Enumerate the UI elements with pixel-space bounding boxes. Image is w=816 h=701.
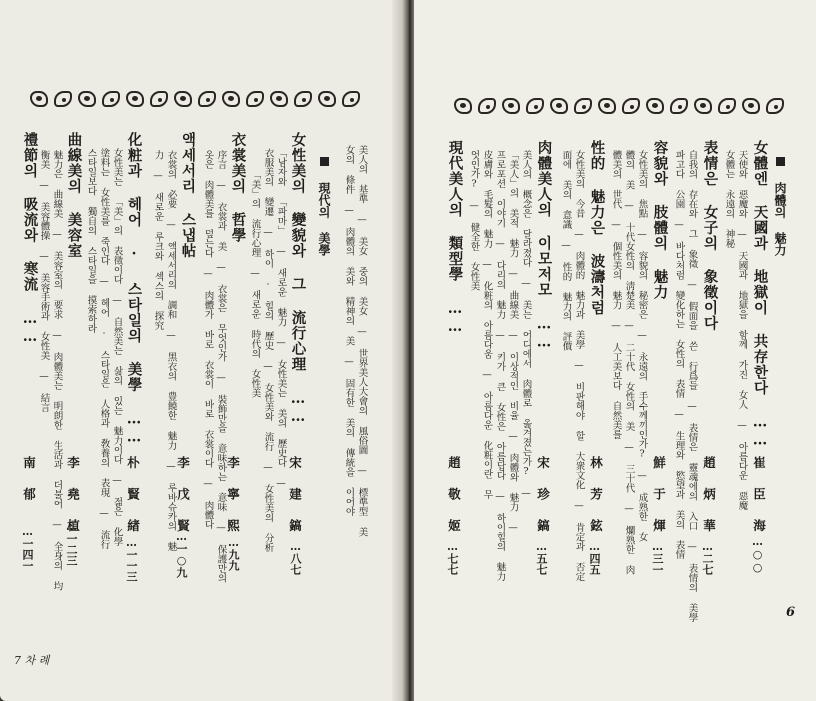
- section-heading: 現代의 美學: [318, 155, 330, 256]
- toc-entry-page: …三一: [651, 540, 664, 575]
- ornament-icon: [30, 91, 48, 107]
- ornament-icon: [598, 98, 616, 114]
- toc-entry-desc: 美人의 基準 — 美女 중의 美女 — 世界美人大會의 風俗圖 — 標準型 美: [356, 145, 368, 537]
- toc-entry-title[interactable]: 表情은 女子의 象徵이다: [701, 140, 719, 331]
- toc-entry-desc: 塗料는 女性美를 죽인다 — 헤어 · 스타일은 人格과 敎養의 表現 — 流行: [98, 148, 110, 549]
- toc-entry-desc: 「美人」의 美적 魅力 — 曲線美 — 이상적인 비율 — 肉體와 魅力 —: [507, 150, 519, 534]
- toc-entry-title[interactable]: 衣裳美의 哲學: [229, 132, 247, 243]
- section-square-icon: [776, 157, 785, 166]
- ornament-icon: [694, 98, 712, 114]
- toc-entry-title[interactable]: 性的 魅力은 波濤처럼: [588, 140, 606, 316]
- toc-entry-page: …一○九: [175, 530, 188, 578]
- ornament-icon: [478, 98, 496, 114]
- toc-entry-desc: 女體는 永遠의 神秘: [723, 150, 735, 248]
- ornament-icon: [766, 98, 784, 114]
- toc-entry-title[interactable]: 容貌와 肢體의 魅力: [651, 140, 669, 300]
- toc-entry-desc: 美人의 概念은 달라졌다 — 美는 어디에서 肉體로 옮겨졌는가? —: [520, 150, 532, 499]
- toc-entry-desc: 엇인가? — 健全한 女性美: [468, 150, 480, 291]
- toc-entry-desc: 天使와 惡魔와 — 天國과 地獄을 함께 가진 女人 — 아름다운 惡魔: [736, 150, 748, 510]
- toc-entry-author: 宋 建 鎬: [287, 456, 303, 534]
- ornament-icon: [342, 91, 360, 107]
- toc-entry-title[interactable]: 女性美의 變貌와 그 流行心理 ……: [289, 132, 307, 426]
- toc-entry-author: 李 堯 植: [65, 456, 81, 534]
- ornament-icon: [526, 98, 544, 114]
- toc-entry-desc: 力 — 새로운 루크와 섹스의 探究: [152, 150, 164, 330]
- toc-entry-title[interactable]: 曲線美의 美容室: [65, 132, 83, 259]
- ornament-icon: [174, 91, 192, 107]
- toc-entry-desc: 自我의 存在와 그 象徵 — 假面을 쓴 行爲들 — 表情은 靈魂에의 入口 — 表情의 美學: [686, 150, 698, 622]
- toc-entry-page: …一一三: [125, 536, 138, 582]
- toc-entry-author: 鮮 于 煇: [651, 456, 667, 534]
- toc-entry-desc: 스타일보다 獨自의 스타일을 摸索하라: [85, 148, 97, 333]
- toc-entry-desc: 體美의 世代 — 個性美의 魅力 — 人工美보다 自然美를: [610, 150, 622, 439]
- toc-entry-page: …一四一: [21, 525, 34, 571]
- ornament-icon: [670, 98, 688, 114]
- left-page: [0, 0, 402, 701]
- ornament-icon: [222, 91, 240, 107]
- toc-entry-title[interactable]: 肉體美人의 이모저모 ……: [535, 140, 553, 352]
- ornament-icon: [574, 98, 592, 114]
- toc-entry-title[interactable]: 化粧과 헤어 · 스타일의 美學 ……: [125, 132, 143, 447]
- toc-entry-desc: 女의 條件 — 肉體의 美와 精神의 美 — 固有한 美의 傳統을 이어야: [343, 145, 355, 516]
- toc-entry-desc: 衣裳의 必要 — 액세서리의 調和 — 黑衣의 豊饒한 魅力 — 루바슈카의 魅: [165, 150, 177, 551]
- toc-entry-author: 趙 炳 華: [701, 456, 717, 534]
- toc-entry-author: 李 寧 熙: [225, 456, 241, 534]
- toc-entry-page: …五七: [535, 540, 548, 575]
- toc-entry-desc: 面에 美의 意識 — 性的 魅力의 評價: [560, 150, 572, 351]
- toc-entry-desc: 女性美는 「美」의 表徵이다 — 自然美는 삶의 있는 魅力이다 — 젊은 化學: [111, 148, 123, 546]
- toc-entry-desc: 파고다 公園 — 바다처럼 變化하는 女性의 表情 — 生理와 慾望과 美의 表情: [673, 150, 685, 559]
- ornament-icon: [646, 98, 664, 114]
- toc-entry-author: 趙 敬 姬: [446, 456, 462, 534]
- toc-entry-desc: 「美」의 流行心理 — 새로운 時代의 女性美: [249, 170, 261, 398]
- toc-entry-desc: 體의 美 — 十代女性의 淸楚美 — 二十代 女性의 美 — 三十代 — 爛熟한 肉: [623, 150, 635, 575]
- ornament-icon: [742, 98, 760, 114]
- toc-entry-desc: 女性美의 今昔 — 肉體的 魅力과 美學 — 비판해야 할 大衆文化 — 肯定과 否定: [573, 150, 585, 581]
- section-square-icon: [320, 157, 329, 166]
- toc-entry-author: 崔 臣 海: [751, 456, 767, 534]
- toc-entry-desc: 衣服美의 變遷 — 하이 · 힐의 歷史 — 女性美와 流行 — 女性美의 分析: [262, 148, 274, 552]
- toc-entry-page: …八七: [289, 540, 302, 575]
- toc-entry-desc: 皮膚와 毛髮의 魅力 — 化粧의 아름다움 — 아름다운 化粧이란 무: [481, 150, 493, 499]
- toc-entry-author: 南 郁: [21, 456, 37, 502]
- toc-entry-page: …七七: [446, 540, 459, 575]
- page-footer: 7 차 례: [14, 654, 50, 667]
- toc-entry-desc: 序言 — 衣裳과 美 — 衣裳은 무엇인가 — 裝飾만을 意味하는 意味 — 保護만의: [215, 150, 227, 583]
- toc-entry-page: …二七: [701, 540, 714, 575]
- ornament-icon: [102, 91, 120, 107]
- toc-entry-desc: 옷은 肉體美를 덮는다 — 肉體가 바로 衣裳이 바로 衣裳이다 — 肉體다: [202, 150, 214, 529]
- toc-entry-page: …○○: [751, 535, 764, 574]
- ornament-icon: [198, 91, 216, 107]
- section-heading: 肉體의 魅力: [774, 155, 786, 256]
- ornament-border-left: [30, 91, 360, 107]
- toc-entry-desc: 「남자와 「파마」 — 새로운 魅力 — 女性美는 美의 歷史다 —: [275, 148, 287, 489]
- ornament-icon: [454, 98, 472, 114]
- ornament-icon: [150, 91, 168, 107]
- toc-entry-author: 宋 珍 鎬: [535, 456, 551, 534]
- ornament-icon: [246, 91, 264, 107]
- right-page: [414, 0, 816, 701]
- ornament-icon: [78, 91, 96, 107]
- ornament-icon: [502, 98, 520, 114]
- toc-entry-title[interactable]: 女體엔 天國과 地獄이 共存한다 ……: [751, 140, 769, 450]
- toc-entry-author: 林 芳 鉉: [588, 456, 604, 534]
- ornament-icon: [318, 91, 336, 107]
- toc-entry-title[interactable]: 액세서리 스냅帖: [179, 132, 197, 259]
- toc-entry-desc: 魅力은 曲線美 — 美容室의 要求 — 肉體美는 明朗한 生活과 더불어 — 全身의 均: [51, 150, 63, 591]
- ornament-icon: [622, 98, 640, 114]
- toc-entry-desc: 프로포션 이야기 — 다리의 魅力 — 키가 큰 女性은 아름답다 — 하이힐의 魅力: [494, 150, 506, 581]
- ornament-icon: [294, 91, 312, 107]
- ornament-icon: [270, 91, 288, 107]
- toc-entry-title[interactable]: 禮節의 吸流와 寒流 ……: [21, 132, 39, 346]
- toc-entry-desc: 衡美 — 美容體操 — 美容手術과 女性美 — 結言: [38, 150, 50, 412]
- toc-entry-title[interactable]: 現代美人의 類型學 ……: [446, 140, 464, 336]
- toc-entry-page: …一二三: [65, 520, 78, 566]
- toc-entry-author: 朴 賢 緖: [125, 456, 141, 534]
- ornament-icon: [54, 91, 72, 107]
- toc-entry-author: 李 戊 賢: [175, 456, 191, 534]
- toc-entry-page: …四五: [588, 540, 601, 575]
- page-number: 6: [786, 605, 796, 620]
- ornament-icon: [718, 98, 736, 114]
- toc-entry-page: …九九: [227, 536, 240, 571]
- ornament-icon: [550, 98, 568, 114]
- ornament-border-right: [454, 98, 784, 114]
- ornament-icon: [126, 91, 144, 107]
- toc-entry-desc: 女性美의 焦點 — 容貌의 秘密은 — 永遠의 手수께끼인가? — 成熟한 女: [636, 150, 648, 542]
